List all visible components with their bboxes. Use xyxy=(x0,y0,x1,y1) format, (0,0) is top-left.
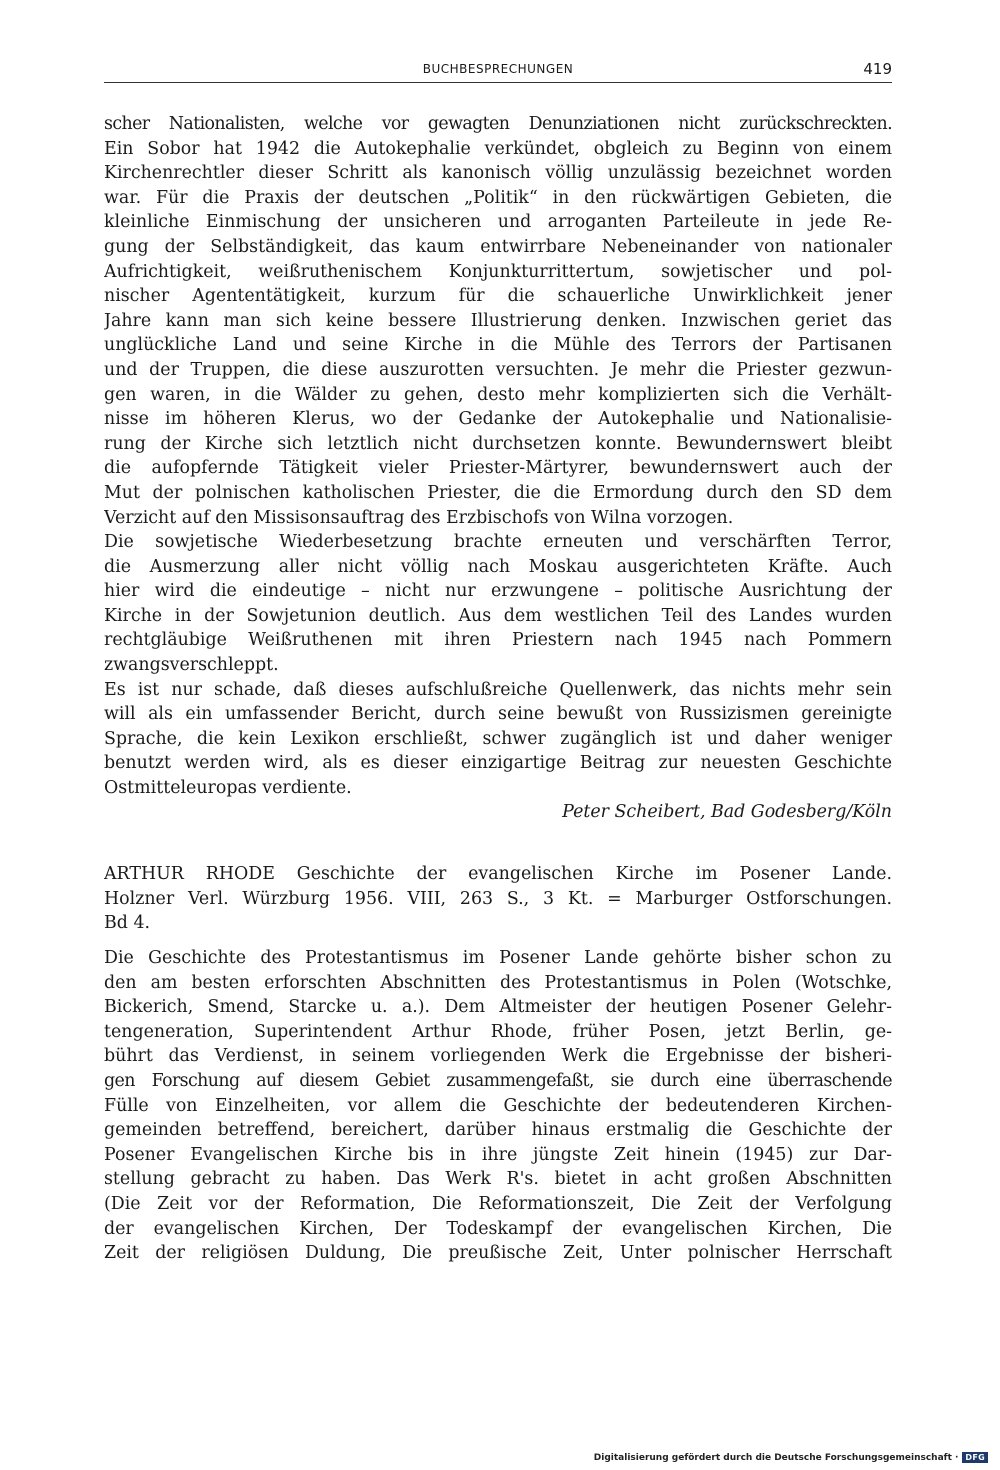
text-line: Aufrichtigkeit, weißruthenischem Konjunkturrittertum, sowjetischer und pol- xyxy=(104,261,892,282)
text-line: Fülle von Einzelheiten, vor allem die Geschichte der bedeutenderen Kirchen- xyxy=(104,1095,892,1116)
text-line: zwangsverschleppt. xyxy=(104,655,279,676)
text-line: Ostmitteleuropas verdiente. xyxy=(104,778,352,799)
text-line: kleinliche Einmischung der unsicheren und arroganten Parteileute in jede Re- xyxy=(104,212,892,233)
text-line: Die Geschichte des Protestantismus im Posener Lande gehörte bisher schon zu xyxy=(104,948,892,968)
text-line: Kirchenrechtler dieser Schritt als kanonisch völlig unzulässig bezeichnet worden xyxy=(104,163,892,184)
text-line: benutzt werden wird, als es dieser einzigartige Beitrag zur neuesten Geschichte xyxy=(104,753,892,774)
text-line: Posener Evangelischen Kirche bis in ihre jüngste Zeit hinein (1945) zur Dar- xyxy=(104,1144,892,1165)
digitization-footer xyxy=(594,1452,988,1463)
dfg-logo: DFG xyxy=(962,1452,988,1463)
text-line: gemeinden betreffend, bereichert, darüber hinaus erstmalig die Geschichte der xyxy=(104,1120,892,1141)
footer-text: Digitalisierung gefördert durch die Deutsche Forschungsgemeinschaft · xyxy=(593,1452,959,1463)
header-rule xyxy=(104,82,892,83)
text-line: nischer Agententätigkeit, kurzum für die schauerliche Unwirklichkeit jener xyxy=(104,286,892,307)
text-line: nisse im höheren Klerus, wo der Gedanke der Autokephalie und Nationalisie- xyxy=(104,409,892,430)
text-line: und der Truppen, die diese auszurotten versuchten. Je mehr die Priester gezwun- xyxy=(104,359,892,380)
text-line: Mut der polnischen katholischen Priester, die die Ermordung durch den SD dem xyxy=(104,482,892,503)
citation-line: Bd 4. xyxy=(104,913,151,934)
review-1-body xyxy=(104,112,892,801)
text-line: Die sowjetische Wiederbesetzung brachte erneuten und verschärften Terror, xyxy=(104,532,892,553)
running-header xyxy=(104,58,892,82)
text-line: gen Forschung auf diesem Gebiet zusammengefaßt, sie durch eine überraschende xyxy=(104,1070,892,1091)
text-line: Jahre kann man sich keine bessere Illustrierung denken. Inzwischen geriet das xyxy=(104,310,892,331)
text-line: scher Nationalisten, welche vor gewagten Denunziationen nicht zurückschreckten. xyxy=(104,114,892,134)
page-number: 419 xyxy=(863,60,892,78)
text-line: Bickerich, Smend, Starcke u. a.). Dem Altmeister der heutigen Posener Gelehr- xyxy=(104,997,892,1018)
text-line: der evangelischen Kirchen, Der Todeskampf der evangelischen Kirchen, Die xyxy=(104,1218,892,1239)
citation-line: ARTHUR RHODE Geschichte der evangelischen Kirche im Posener Lande. xyxy=(104,864,892,884)
review-2-body xyxy=(104,946,892,1266)
citation-line: Holzner Verl. Würzburg 1956. VIII, 263 S., 3 Kt. = Marburger Ostforschungen. xyxy=(104,888,892,909)
text-line: rechtgläubige Weißruthenen mit ihren Priestern nach 1945 nach Pommern xyxy=(104,630,892,651)
text-line: tengeneration, Superintendent Arthur Rhode, früher Posen, jetzt Berlin, ge- xyxy=(104,1021,892,1042)
text-line: (Die Zeit vor der Reformation, Die Reformationszeit, Die Zeit der Verfolgung xyxy=(104,1193,892,1214)
text-line: bührt das Verdienst, in seinem vorliegenden Werk die Ergebnisse der bisheri- xyxy=(104,1046,892,1067)
text-line: die aufopfernde Tätigkeit vieler Priester-Märtyrer, bewundernswert auch der xyxy=(104,458,892,479)
text-line: den am besten erforschten Abschnitten des Protestantismus in Polen (Wotschke, xyxy=(104,972,892,993)
text-line: hier wird die eindeutige – nicht nur erzwungene – politische Ausrichtung der xyxy=(104,581,892,602)
text-line: unglückliche Land und seine Kirche in die Mühle des Terrors der Partisanen xyxy=(104,335,892,356)
text-line: Es ist nur schade, daß dieses aufschlußreiche Quellenwerk, das nichts mehr sein xyxy=(104,679,892,700)
header-title: BUCHBESPRECHUNGEN xyxy=(422,62,574,76)
text-line: will als ein umfassender Bericht, durch seine bewußt von Russizismen gereinigte xyxy=(104,704,892,725)
text-line: stellung gebracht zu haben. Das Werk R's. bietet in acht großen Abschnitten xyxy=(104,1169,892,1190)
review-2-citation xyxy=(104,862,892,936)
text-line: Zeit der religiösen Duldung, Die preußische Zeit, Unter polnischer Herrschaft xyxy=(104,1243,892,1264)
text-line: war. Für die Praxis der deutschen „Politik“ in den rückwärtigen Gebieten, die xyxy=(104,187,892,208)
text-line: Sprache, die kein Lexikon erschließt, schwer zugänglich ist und daher weniger xyxy=(104,728,892,749)
text-line: die Ausmerzung aller nicht völlig nach Moskau ausgerichteten Kräfte. Auch xyxy=(104,556,892,577)
text-line: Kirche in der Sowjetunion deutlich. Aus dem westlichen Teil des Landes wurden xyxy=(104,605,892,626)
text-line: Verzicht auf den Missisonsauftrag des Erzbischofs von Wilna vorzogen. xyxy=(104,507,734,528)
text-line: Ein Sobor hat 1942 die Autokephalie verkündet, obgleich zu Beginn von einem xyxy=(104,138,892,159)
text-line: gung der Selbständigkeit, das kaum entwirrbare Nebeneinander von nationaler xyxy=(104,236,892,257)
text-line: gen waren, in die Wälder zu gehen, desto mehr komplizierten sich die Verhält- xyxy=(104,384,892,405)
review-1-signature: Peter Scheibert, Bad Godesberg/Köln xyxy=(562,802,892,822)
text-line: rung der Kirche sich letztlich nicht durchsetzen konnte. Bewundernswert bleibt xyxy=(104,433,892,454)
